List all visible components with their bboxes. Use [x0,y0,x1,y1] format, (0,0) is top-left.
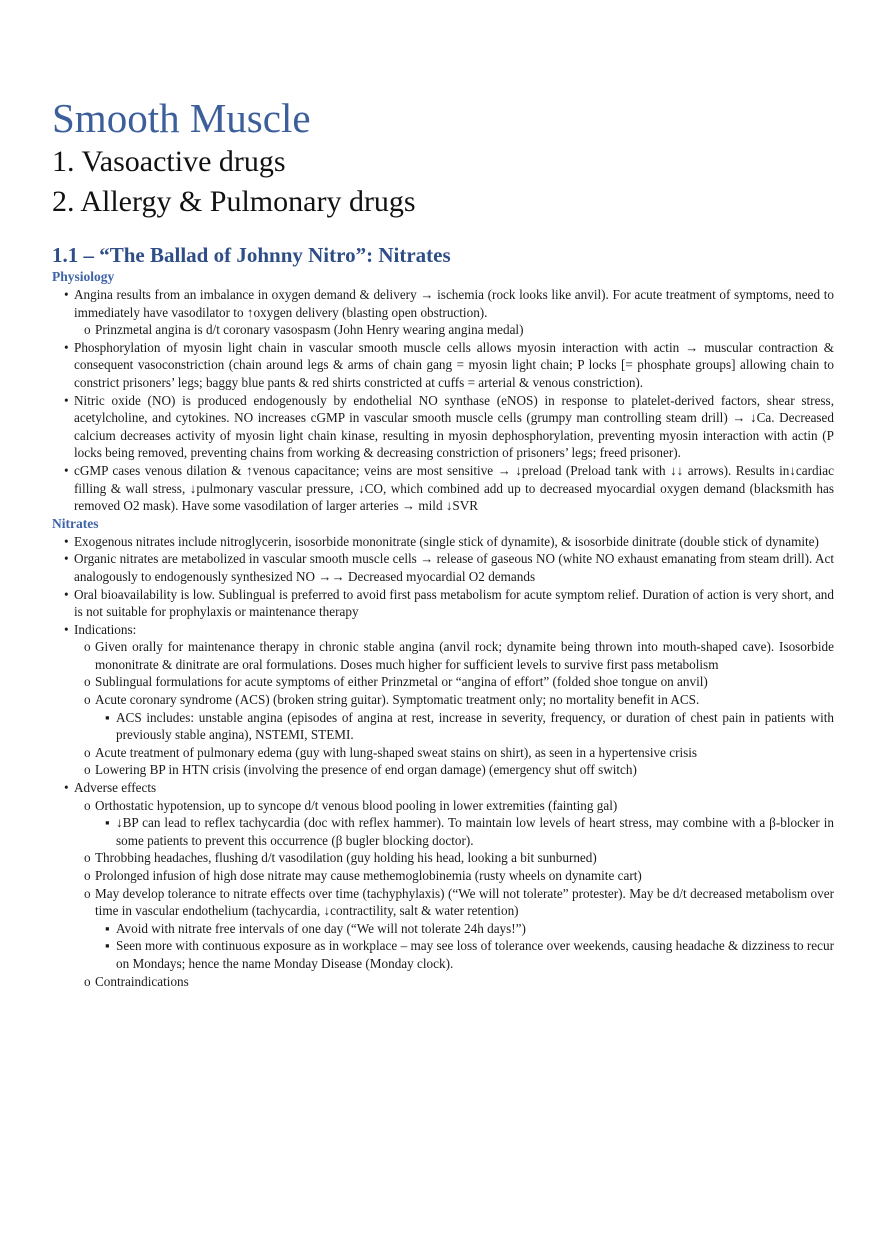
nitrates-heading: Nitrates [52,515,99,531]
physiology-heading: Physiology [52,269,115,284]
list-item: o Prinzmetal angina is d/t coronary vasospasm (John Henry wearing angina medal) [84,322,524,338]
list-item: • Nitric oxide (NO) is produced endogenously by endothelial NO synthase (eNOS) in response to platelet-derived factors, shear stress, acetylcholine, and cytokines. NO increases cGMP in vascular smooth muscle cells (grumpy man controlling steam drill) → ↓Ca. Decreased calcium decreases activity of myosin light chain kinase, resulting in myosin dephosphorylation, preventing myosin interaction with actin (P locks being removed, preventing chains from working & decreasing constriction of prisoners’ legs; freed prisoner). [64,392,834,461]
nitrates-list [52,533,834,990]
list-item: • cGMP cases venous dilation & ↑venous capacitance; veins are most sensitive → ↓preload (Preload tank with ↓↓ arrows). Results in↓cardiac filling & wall stress, ↓pulmonary vascular pressure, ↓CO, which combined add up to decreased myocardial oxygen demand (blacksmith has removed O2 mask). Have some vasodilation of larger arteries → mild ↓SVR [64,462,834,514]
list-item: ▪ Avoid with nitrate free intervals of one day (“We will not tolerate 24h days!”) [105,920,526,936]
list-item: o Given orally for maintenance therapy in chronic stable angina (anvil rock; dynamite being thrown into mouth-shaped cave). Isosorbide mononitrate & dinitrate are oral formulations. Doses much higher for sufficient levels to survive first pass metabolism [84,639,834,672]
list-item: o Acute treatment of pulmonary edema (guy with lung-shaped sweat stains on shirt), as seen in a hypertensive crisis [84,744,698,760]
list-item: • Oral bioavailability is low. Sublingual is preferred to avoid first pass metabolism for acute symptom relief. Duration of action is very short, and is not suitable for prophylaxis or maintenance therapy [64,586,834,620]
list-item: • Phosphorylation of myosin light chain in vascular smooth muscle cells allows myosin interaction with actin → muscular contraction & consequent vasoconstriction (chain around legs & arms of chain gang = myosin light chain; P locks [= phosphate groups] allowing chain to constrict prisoners’ legs; baggy blue pants & red shirts constricted at cuffs = arterial & venous constriction). [64,339,834,390]
list-item: • Organic nitrates are metabolized in vascular smooth muscle cells → release of gaseous NO (white NO exhaust emanating from steam drill). Act analogously to endogenously synthesized NO →→ Decreased myocardial O2 demands [64,551,834,584]
list-item: • Adverse effects [64,780,157,796]
list-item: • Exogenous nitrates include nitroglycerin, isosorbide mononitrate (single stick of dynamite), & isosorbide dinitrate (double stick of dynamite) [64,533,819,549]
list-item: o May develop tolerance to nitrate effects over time (tachyphylaxis) (“We will not tolerate” protester). May be d/t decreased metabolism over time in vascular endothelium (tachycardia, ↓contractility, salt & water retention) [84,885,834,919]
list-item: ▪ Seen more with continuous exposure as in workplace – may see loss of tolerance over weekends, causing headache & dizziness to recur on Mondays; hence the name Monday Disease (Monday clock). [105,938,834,971]
list-item: ▪ ↓BP can lead to reflex tachycardia (doc with reflex hammer). To maintain low levels of heart stress, may combine with a β-blocker in some patients to prevent this occurrence (β bugler blocking doctor). [105,815,834,848]
list-item: o Orthostatic hypotension, up to syncope d/t venous blood pooling in lower extremities (fainting gal) [84,797,618,813]
list-item: o Contraindications [84,973,189,989]
list-item: o Throbbing headaches, flushing d/t vasodilation (guy holding his head, looking a bit sunburned) [84,850,597,866]
list-item: o Sublingual formulations for acute symptoms of either Prinzmetal or “angina of effort” (folded shoe tongue on anvil) [84,674,708,690]
list-item: o Acute coronary syndrome (ACS) (broken string guitar). Symptomatic treatment only; no mortality benefit in ACS. [84,692,700,708]
list-item: o Lowering BP in HTN crisis (involving the presence of end organ damage) (emergency shut off switch) [84,762,637,778]
list-item: ▪ ACS includes: unstable angina (episodes of angina at rest, increase in severity, frequency, or duration of chest pain in patients with previously stable angina), NSTEMI, STEMI. [105,709,834,743]
document-page [52,94,834,990]
physiology-list [52,286,834,515]
section-title: 1.1 – “The Ballad of Johnny Nitro”: Nitrates [52,243,451,267]
list-item: • Angina results from an imbalance in oxygen demand & delivery → ischemia (rock looks like anvil). For acute treatment of symptoms, need to immediately have vasodilator to ↑oxygen delivery (blasting open obstruction). [64,287,834,320]
list-item: • Indications: [64,621,137,637]
subtitle-allergy-pulmonary: 2. Allergy & Pulmonary drugs [52,185,416,218]
subtitle-vasoactive: 1. Vasoactive drugs [52,145,286,178]
list-item: o Prolonged infusion of high dose nitrate may cause methemoglobinemia (rusty wheels on dynamite cart) [84,868,642,883]
page-title: Smooth Muscle [52,95,311,141]
